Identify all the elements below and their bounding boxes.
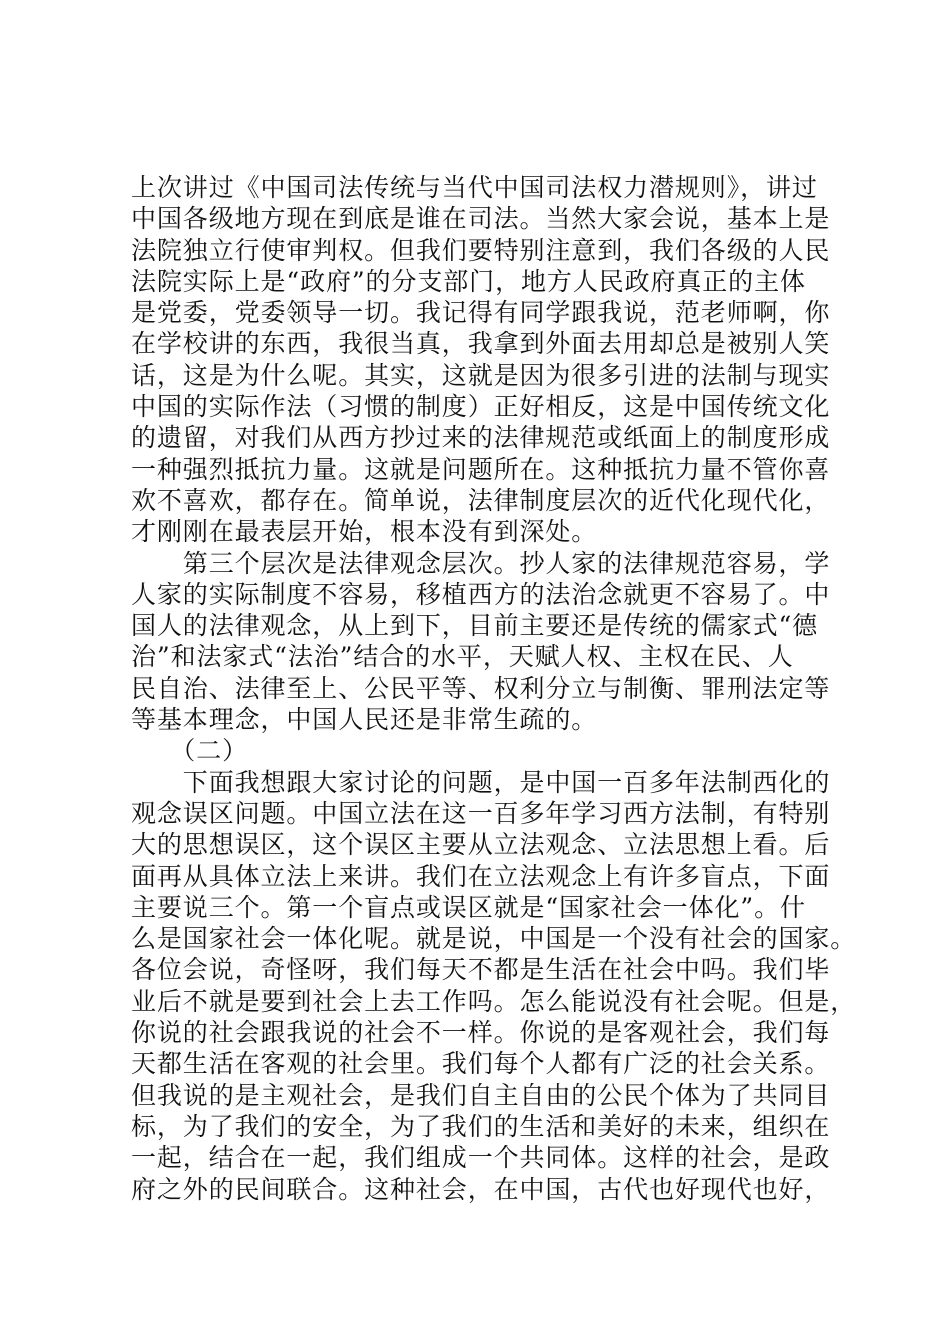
text-line: 一起，结合在一起，我们组成一个共同体。这样的社会，是政 bbox=[131, 1143, 831, 1173]
text-line: 民自治、法律至上、公民平等、权利分立与制衡、罪刑法定等 bbox=[131, 673, 831, 703]
text-line: 话，这是为什么呢。其实，这就是因为很多引进的法制与现实 bbox=[131, 360, 831, 390]
text-line: 在学校讲的东西，我很当真，我拿到外面去用却总是被别人笑 bbox=[131, 329, 831, 359]
text-line: 标，为了我们的安全，为了我们的生活和美好的未来，组织在 bbox=[131, 1111, 831, 1141]
text-line: 天都生活在客观的社会里。我们每个人都有广泛的社会关系。 bbox=[131, 1049, 831, 1079]
text-line: 观念误区问题。中国立法在这一百多年学习西方法制，有特别 bbox=[131, 798, 831, 828]
text-line: 中国的实际作法（习惯的制度）正好相反，这是中国传统文化 bbox=[131, 392, 831, 422]
text-line: 等基本理念，中国人民还是非常生疏的。 bbox=[131, 705, 598, 735]
section-heading: （二） bbox=[131, 736, 249, 766]
text-line: 你说的社会跟我说的社会不一样。你说的是客观社会，我们每 bbox=[131, 1018, 831, 1048]
body-text bbox=[131, 172, 857, 1205]
text-line: 国人的法律观念，从上到下，目前主要还是传统的儒家式“德 bbox=[131, 611, 819, 641]
text-line: 治”和法家式“法治”结合的水平，天赋人权、主权在民、人 bbox=[131, 642, 794, 672]
text-line: 是党委，党委领导一切。我记得有同学跟我说，范老师啊，你 bbox=[131, 298, 831, 328]
text-line: 欢不喜欢，都存在。简单说，法律制度层次的近代化现代化， bbox=[131, 485, 831, 515]
text-line: 第三个层次是法律观念层次。抄人家的法律规范容易，学 bbox=[131, 548, 831, 578]
text-line: 主要说三个。第一个盲点或误区就是“国家社会一体化”。什 bbox=[131, 892, 806, 922]
text-line: 么是国家社会一体化呢。就是说，中国是一个没有社会的国家。 bbox=[131, 924, 857, 954]
text-line: 法院独立行使审判权。但我们要特别注意到，我们各级的人民 bbox=[131, 235, 831, 265]
text-line: 上次讲过《中国司法传统与当代中国司法权力潜规则》，讲过 bbox=[131, 173, 818, 202]
text-line: 业后不就是要到社会上去工作吗。怎么能说没有社会呢。但是， bbox=[131, 986, 857, 1016]
text-line: 法院实际上是“政府”的分支部门，地方人民政府真正的主体 bbox=[131, 266, 806, 296]
text-line: 府之外的民间联合。这种社会，在中国，古代也好现代也好， bbox=[131, 1174, 831, 1204]
text-line: 中国各级地方现在到底是谁在司法。当然大家会说，基本上是 bbox=[131, 204, 831, 234]
text-line: 下面我想跟大家讨论的问题，是中国一百多年法制西化的 bbox=[131, 767, 831, 797]
text-line: 的遗留，对我们从西方抄过来的法律规范或纸面上的制度形成 bbox=[131, 423, 831, 453]
text-line: 一种强烈抵抗力量。这就是问题所在。这种抵抗力量不管你喜 bbox=[131, 454, 831, 484]
text-line: 才刚刚在最表层开始，根本没有到深处。 bbox=[131, 517, 598, 547]
text-line: 大的思想误区，这个误区主要从立法观念、立法思想上看。后 bbox=[131, 830, 831, 860]
text-line: 但我说的是主观社会，是我们自主自由的公民个体为了共同目 bbox=[131, 1080, 831, 1110]
text-line: 人家的实际制度不容易，移植西方的法治念就更不容易了。中 bbox=[131, 579, 831, 609]
text-line: 各位会说，奇怪呀，我们每天不都是生活在社会中吗。我们毕 bbox=[131, 955, 831, 985]
text-line: 面再从具体立法上来讲。我们在立法观念上有许多盲点，下面 bbox=[131, 861, 831, 891]
